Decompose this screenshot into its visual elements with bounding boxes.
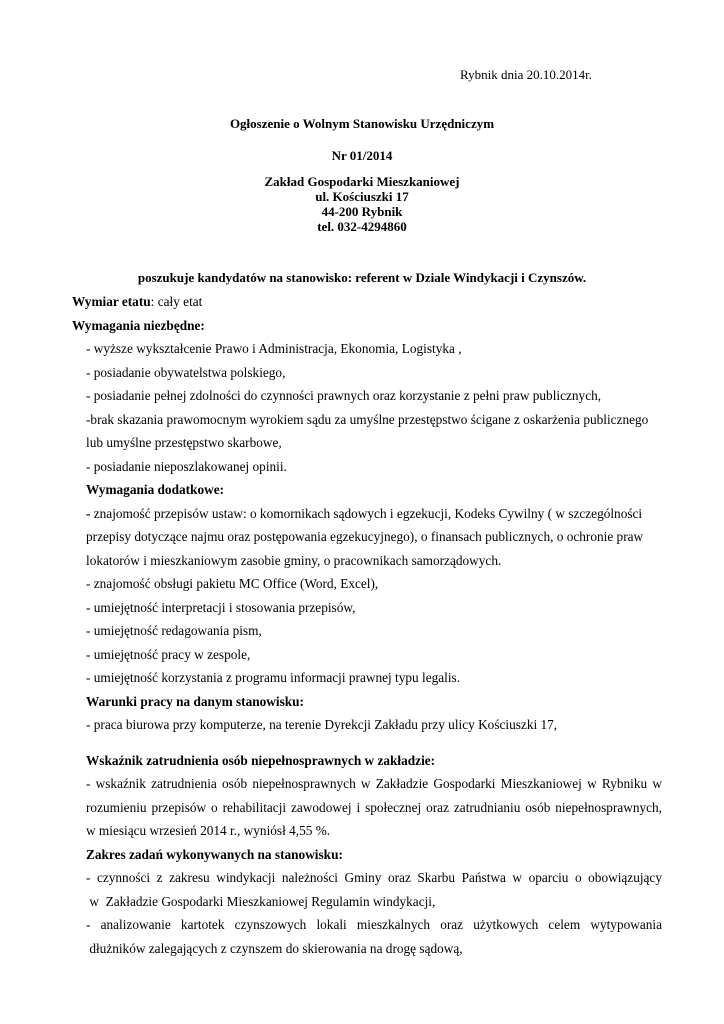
list-item: rozumieniu przepisów o rehabilitacji zawodowej i społecznej oraz zatrudnianiu osób niepełnosprawnych, [86, 799, 662, 815]
list-item: - posiadanie pełnej zdolności do czynności prawnych oraz korzystanie z pełni praw publicznych, [86, 388, 602, 403]
org-phone: tel. 032-4294860 [317, 219, 407, 234]
list-dash: - [86, 505, 91, 521]
list-item: - analizowanie kartotek czynszowych lokali mieszkalnych oraz użytkowych celem wytypowania [86, 917, 662, 932]
document-date: Rybnik dnia 20.10.2014r. [459, 67, 592, 82]
list-item [72, 502, 662, 526]
list-item: - posiadanie obywatelstwa polskiego, [86, 364, 286, 380]
org-city: 44-200 Rybnik [321, 204, 403, 219]
list-item: - umiejętność interpretacji i stosowania przepisów, [86, 599, 356, 615]
list-item: lub umyślne przestępstwo skarbowe, [86, 435, 282, 450]
list-item: lokatorów i mieszkaniowym zasobie gminy, o pracownikach samorządowych. [86, 552, 502, 568]
list-item: dłużników zalegających z czynszem do skierowania na drogę sądową, [86, 940, 463, 956]
warunki-pracy-heading: Warunki pracy na danym stanowisku: [86, 693, 304, 709]
list-item: - wskaźnik zatrudnienia osób niepełnosprawnych w Zakładzie Gospodarki Mieszkaniowej w Rybniku w [86, 776, 662, 791]
wymagania-dodatkowe-heading: Wymagania dodatkowe: [86, 482, 225, 497]
wymiar-etatu [72, 290, 662, 314]
wymagania-niezbedne-heading: Wymagania niezbędne: [72, 317, 205, 333]
list-item: - umiejętność korzystania z programu informacji prawnej typu legalis. [86, 670, 461, 685]
list-item: - znajomość obsługi pakietu MC Office (Word, Excel), [86, 576, 379, 591]
wymiar-value: : cały etat [150, 294, 203, 309]
list-item: w miesiącu wrzesień 2014 r., wyniósł 4,55 %. [86, 823, 331, 838]
list-item: -brak skazania prawomocnym wyrokiem sądu za umyślne przestępstwo ścigane z oskarżenia publicznego [86, 411, 649, 427]
wymiar-label: Wymiar etatu [72, 294, 151, 309]
zakres-zadan-heading: Zakres zadań wykonywanych na stanowisku: [86, 846, 343, 862]
list-item: - wyższe wykształcenie Prawo i Administracja, Ekonomia, Logistyka , [86, 341, 462, 356]
list-item: - czynności z zakresu windykacji należności Gminy oraz Skarbu Państwa w oparciu o obowiązujący [86, 870, 662, 885]
announcement-title: Ogłoszenie o Wolnym Stanowisku Urzędniczym [229, 116, 495, 131]
org-street: ul. Kościuszki 17 [315, 189, 409, 204]
wskaznik-heading: Wskaźnik zatrudnienia osób niepełnosprawnych w zakładzie: [86, 752, 436, 768]
list-item: przepisy dotyczące najmu oraz postępowania egzekucyjnego), o finansach publicznych, o ochronie praw [86, 529, 644, 544]
list-item-text: znajomość przepisów ustaw: o komornikach sądowych i egzekucji, Kodeks Cywilny ( w szczególności [90, 505, 643, 521]
org-name: Zakład Gospodarki Mieszkaniowej [264, 174, 460, 189]
list-item: - umiejętność pracy w zespole, [86, 646, 251, 662]
announcement-body [72, 290, 662, 960]
announcement-number: Nr 01/2014 [331, 148, 393, 163]
section-gap [72, 737, 662, 749]
intro-line: poszukuje kandydatów na stanowisko: referent w Dziale Windykacji i Czynszów. [137, 270, 587, 285]
list-item: - praca biurowa przy komputerze, na terenie Dyrekcji Zakładu przy ulicy Kościuszki 17, [86, 717, 558, 732]
list-item: - posiadanie nieposzlakowanej opinii. [86, 458, 287, 474]
list-item: - umiejętność redagowania pism, [86, 623, 262, 638]
list-item: w Zakładzie Gospodarki Mieszkaniowej Regulamin windykacji, [86, 893, 436, 909]
